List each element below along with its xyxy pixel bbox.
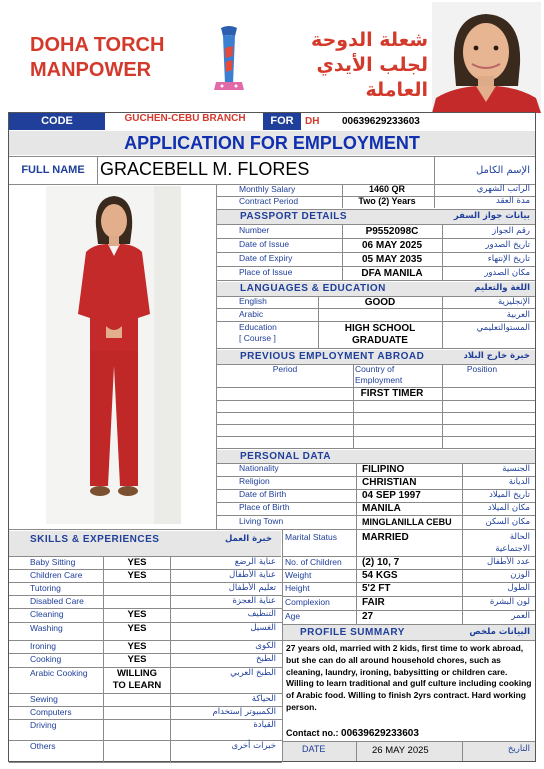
brand-name [30, 33, 190, 83]
skill-label: Disabled Care [30, 596, 84, 606]
col-period: Period [272, 364, 298, 374]
skill-value-line1: YES [127, 641, 147, 652]
place-of-issue-value: DFA MANILA [361, 268, 423, 279]
nationality-label: Nationality [239, 463, 279, 473]
skill-value-line1: YES [127, 609, 147, 620]
skill-value [104, 610, 170, 620]
contract-period-label: Contract Period [239, 196, 299, 206]
living-town-value: MINGLANILLA CEBU [362, 517, 452, 527]
profile-summary-title-arabic: البيانات ملخص [469, 627, 530, 637]
brand-name-line2: MANPOWER [30, 59, 152, 81]
living-town-arabic: مكان السكن [485, 517, 530, 527]
place-of-issue-arabic: مكان الصدور [484, 268, 530, 278]
skill-value-line1: YES [127, 654, 147, 665]
contact-value: 00639629233603 [341, 728, 419, 739]
education-label-course: [ Course ] [239, 333, 276, 343]
skill-label: Washing [30, 623, 63, 633]
skill-arabic: الحياكة [251, 694, 276, 704]
skill-label: Ironing [30, 641, 56, 651]
religion-value: CHRISTIAN [362, 477, 417, 488]
complexion-arabic: لون البشرة [489, 597, 530, 607]
branch-value: GUCHEN-CEBU BRANCH [124, 113, 246, 124]
arabic-label: Arabic [239, 309, 264, 319]
date-of-issue-arabic: تاريخ الصدور [485, 240, 530, 250]
pob-value: MANILA [362, 503, 401, 514]
height-value: 5'2 FT [362, 583, 391, 594]
skill-label: Sewing [30, 694, 58, 704]
dob-value: 04 SEP 1997 [362, 490, 421, 501]
contact-label: Contact no.: [286, 728, 339, 738]
weight-label: Weight [285, 570, 312, 580]
skill-arabic: عناية العجزة [232, 596, 276, 606]
weight-arabic: الوزن [510, 570, 530, 580]
education-arabic: المستوالتعليمي [476, 323, 530, 333]
skill-arabic: الطبخ [256, 654, 276, 664]
children-value: (2) 10, 7 [362, 557, 400, 568]
skill-value [104, 624, 170, 634]
skill-arabic: عناية الأطفال [229, 570, 276, 580]
skill-value [104, 571, 170, 581]
header-phone: 00639629233603 [342, 116, 420, 127]
full-name-label: FULL NAME [21, 164, 85, 176]
brand-arabic-line1: شعلة الدوحة [311, 29, 428, 51]
date-arabic: التاريخ [507, 744, 530, 754]
date-of-expiry-label: Date of Expiry [239, 253, 293, 263]
salary-label: Monthly Salary [239, 184, 296, 194]
previous-employment-title: PREVIOUS EMPLOYMENT ABROAD [240, 351, 425, 362]
education-label: Education [239, 322, 277, 332]
skill-value-line2: TO LEARN [112, 679, 162, 691]
skill-value [104, 558, 170, 568]
pob-arabic: مكان الميلاد [487, 503, 530, 513]
skill-value [104, 642, 170, 652]
marital-label: Marital Status [285, 532, 337, 542]
english-label: English [239, 296, 267, 306]
languages-title-arabic: اللغة والتعليم [474, 283, 530, 293]
skill-label: Others [30, 741, 56, 751]
code-label: CODE [9, 113, 105, 130]
skill-label: Cooking [30, 654, 62, 664]
brand-arabic-line2: لجلب الأيدي العاملة [316, 54, 428, 101]
living-town-label: Living Town [239, 516, 284, 526]
brand-arabic [268, 28, 428, 103]
weight-value: 54 KGS [362, 570, 398, 581]
complexion-label: Complexion [285, 597, 330, 607]
english-value: GOOD [364, 297, 396, 308]
salary-value: 1460 QR [368, 184, 406, 194]
skill-label: Computers [30, 707, 72, 717]
col-position: Position [466, 364, 498, 374]
date-of-issue-value: 06 MAY 2025 [361, 240, 423, 251]
english-arabic: الإنجليزية [497, 297, 530, 307]
previous-employment-title-arabic: خبرة خارج البلاد [463, 351, 530, 361]
page-title: APPLICATION FOR EMPLOYMENT [9, 131, 535, 155]
skill-label: Driving [30, 720, 57, 730]
religion-label: Religion [239, 476, 270, 486]
skills-title-arabic: خبرة العمل [224, 534, 272, 544]
skill-arabic: القيادة [253, 720, 276, 730]
applicant-headshot [432, 2, 541, 113]
marital-arabic-line1: الحالة [509, 532, 530, 542]
nationality-value: FILIPINO [362, 464, 405, 475]
skill-arabic: الكمبيوتر إستخدام [212, 707, 276, 717]
dob-label: Date of Birth [239, 489, 287, 499]
skill-value [104, 669, 170, 690]
children-arabic: عدد الأطفال [486, 557, 530, 567]
passport-title-arabic: بيانات جواز السفر [453, 211, 530, 221]
full-name-value: GRACEBELL M. FLORES [100, 159, 310, 179]
date-of-expiry-arabic: تاريخ الإنتهاء [487, 254, 530, 264]
date-of-expiry-value: 05 MAY 2035 [361, 254, 423, 265]
passport-number-label: Number [239, 225, 270, 235]
skill-label: Children Care [30, 570, 83, 580]
religion-arabic: الديانة [508, 477, 530, 487]
date-of-issue-label: Date of Issue [239, 239, 290, 249]
skill-value-line1: YES [127, 557, 147, 568]
complexion-value: FAIR [362, 597, 385, 608]
skill-label: Tutoring [30, 583, 61, 593]
passport-number-arabic: رقم الجواز [492, 226, 530, 236]
education-value-line2: GRADUATE [352, 335, 408, 346]
col-country-line2: Employment [355, 375, 403, 385]
height-label: Height [285, 583, 310, 593]
contract-period-arabic: مدة العقد [496, 196, 530, 206]
torch-logo [202, 22, 256, 94]
skill-arabic: التنظيف [247, 609, 276, 619]
pob-label: Place of Birth [239, 502, 290, 512]
skill-arabic: الغسيل [250, 623, 276, 633]
contract-period-value: Two (2) Years [358, 196, 416, 206]
skill-value-line1: WILLING [116, 668, 158, 679]
contact-line [286, 728, 419, 739]
personal-data-title: PERSONAL DATA [240, 451, 331, 462]
marital-value: MARRIED [362, 532, 409, 543]
skill-value-line1: YES [127, 623, 147, 634]
skill-arabic: الكوى [255, 641, 276, 651]
skill-value-line1: YES [127, 570, 147, 581]
place-of-issue-label: Place of Issue [239, 267, 293, 277]
for-label: FOR [263, 113, 301, 130]
skill-row-divider [9, 762, 282, 763]
skill-label: Arabic Cooking [30, 668, 88, 678]
passport-number-value: P9552098C [365, 226, 419, 237]
dob-arabic: تاريخ الميلاد [489, 490, 530, 500]
children-label: No. of Children [285, 557, 342, 567]
arabic-arabic: العربية [506, 310, 530, 320]
education-value-line1: HIGH SCHOOL [344, 323, 416, 334]
brand-name-line1: DOHA TORCH [30, 34, 165, 56]
profile-summary-text: 27 years old, married with 2 kids, first time to work abroad, but she can do all around household chores, such as cleaning, laundry, ironing, babysitting or children care. Willing to learn traditional and gulf culture including cooking of Arabic food. Willing to finish 2yrs contract. Hard working person. [286, 643, 532, 712]
skill-arabic: خبرات أخرى [231, 741, 276, 751]
marital-arabic-line2: الاجتماعية [495, 544, 530, 554]
profile-summary-title: PROFILE SUMMARY [300, 627, 405, 638]
age-value: 27 [362, 611, 374, 622]
nationality-arabic: الجنسية [502, 464, 530, 474]
skill-arabic: عناية الرضع [234, 557, 276, 567]
age-arabic: العمر [511, 611, 530, 621]
passport-title: PASSPORT DETAILS [240, 211, 348, 222]
skills-title: SKILLS & EXPERIENCES [30, 534, 160, 545]
languages-title: LANGUAGES & EDUCATION [240, 283, 386, 294]
date-value: 26 MAY 2025 [372, 745, 429, 756]
applicant-full-photo [46, 186, 181, 524]
previous-employment-row1-country: FIRST TIMER [360, 388, 424, 399]
skill-arabic: تعليم الأطفال [228, 583, 276, 593]
skill-label: Baby Sitting [30, 557, 76, 567]
age-label: Age [285, 611, 301, 621]
full-name-arabic: الإسم الكامل [475, 165, 530, 176]
col-country-line1: Country of [355, 364, 395, 374]
date-label: DATE [302, 744, 326, 754]
height-arabic: الطول [507, 583, 530, 593]
for-value: DH [305, 116, 320, 127]
skill-label: Cleaning [30, 609, 64, 619]
skill-arabic: الطبخ العربي [230, 668, 276, 678]
skill-value [104, 655, 170, 665]
salary-arabic: الراتب الشهري [476, 184, 530, 194]
